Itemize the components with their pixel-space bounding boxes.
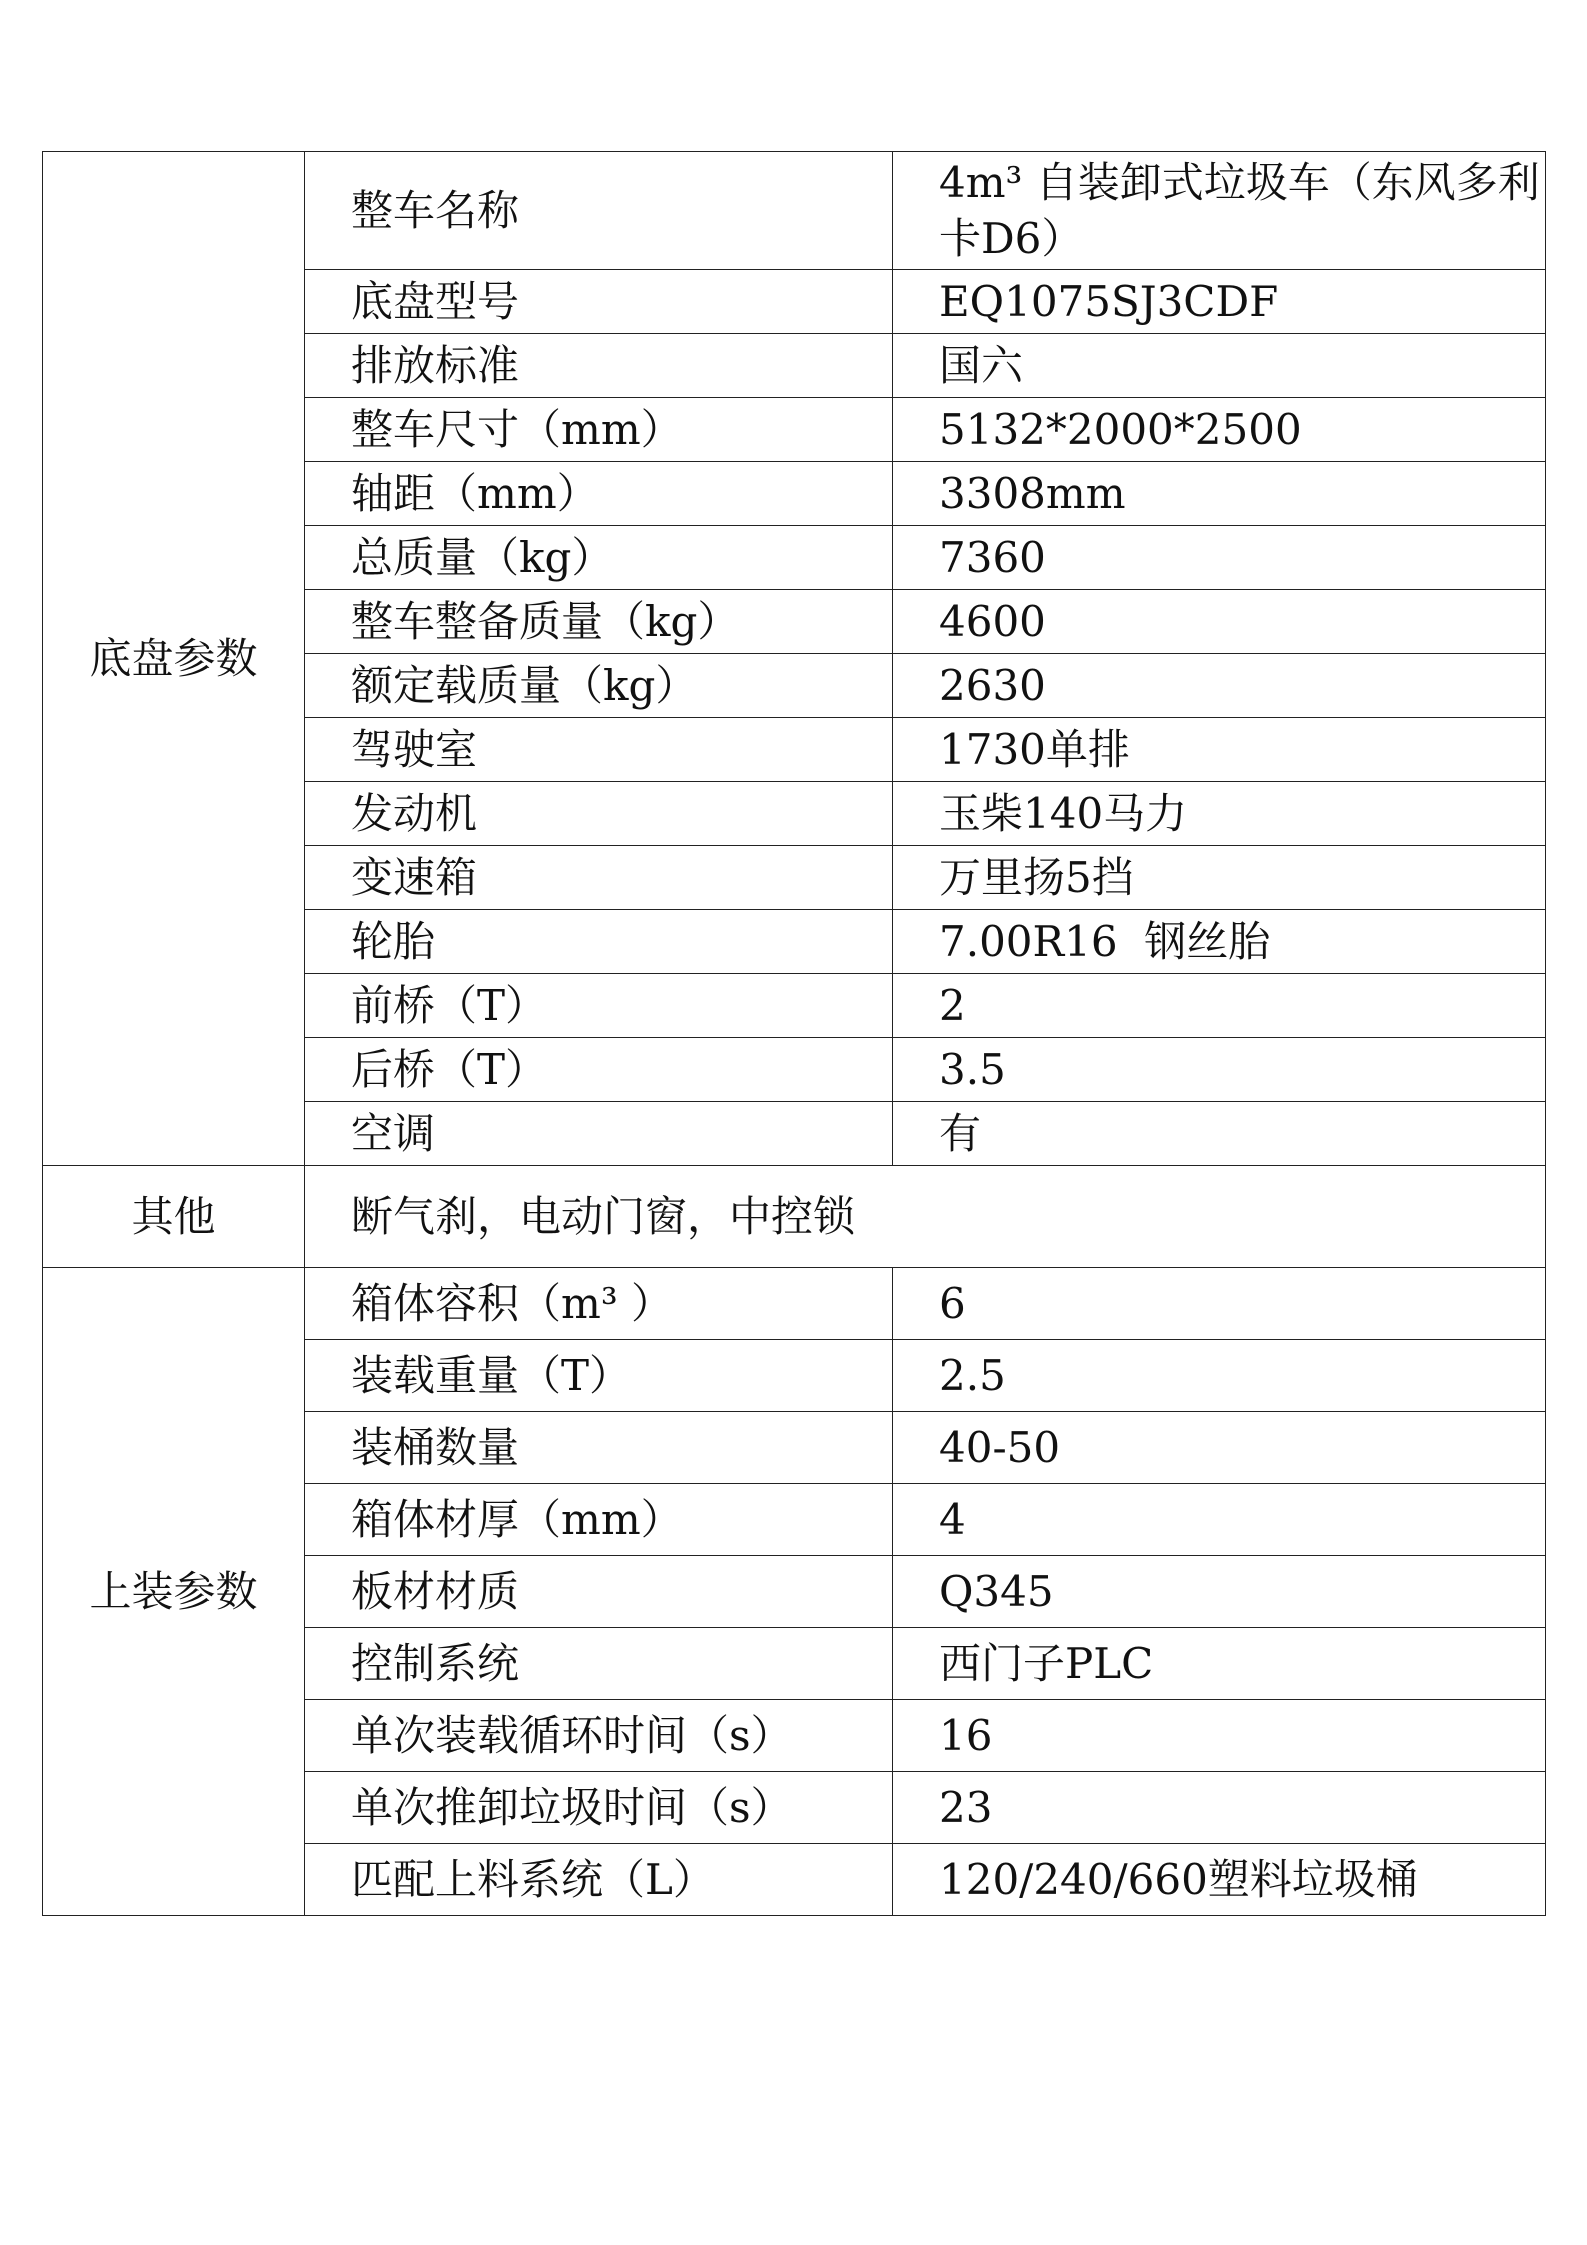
row-value: 2.5 — [893, 1340, 1546, 1412]
row-value: 23 — [893, 1772, 1546, 1844]
row-value: 3.5 — [893, 1038, 1546, 1102]
row-value: 4m³ 自装卸式垃圾车（东风多利卡D6） — [893, 152, 1546, 270]
row-label: 整车整备质量（kg） — [305, 590, 893, 654]
table-row — [43, 152, 1546, 270]
group-label-other: 其他 — [43, 1166, 305, 1268]
row-label: 驾驶室 — [305, 718, 893, 782]
row-label: 匹配上料系统（L） — [305, 1844, 893, 1916]
row-value: 4 — [893, 1484, 1546, 1556]
row-label: 轮胎 — [305, 910, 893, 974]
table-row — [43, 1268, 1546, 1340]
row-label: 总质量（kg） — [305, 526, 893, 590]
row-value: EQ1075SJ3CDF — [893, 270, 1546, 334]
row-label: 板材材质 — [305, 1556, 893, 1628]
row-value: 40-50 — [893, 1412, 1546, 1484]
row-label: 排放标准 — [305, 334, 893, 398]
group-label-chassis: 底盘参数 — [43, 152, 305, 1166]
row-value: 国六 — [893, 334, 1546, 398]
row-label: 额定载质量（kg） — [305, 654, 893, 718]
row-value: 3308mm — [893, 462, 1546, 526]
row-value: 2630 — [893, 654, 1546, 718]
row-value: 万里扬5挡 — [893, 846, 1546, 910]
row-value: 16 — [893, 1700, 1546, 1772]
row-label: 底盘型号 — [305, 270, 893, 334]
table-row — [43, 1166, 1546, 1268]
row-label: 整车名称 — [305, 152, 893, 270]
row-value: 5132*2000*2500 — [893, 398, 1546, 462]
row-label: 单次装载循环时间（s） — [305, 1700, 893, 1772]
row-label: 整车尺寸（mm） — [305, 398, 893, 462]
row-label: 箱体容积（m³ ） — [305, 1268, 893, 1340]
row-value: 7.00R16 钢丝胎 — [893, 910, 1546, 974]
row-label: 发动机 — [305, 782, 893, 846]
row-label: 装载重量（T） — [305, 1340, 893, 1412]
row-value: 4600 — [893, 590, 1546, 654]
row-label: 前桥（T） — [305, 974, 893, 1038]
row-value: Q345 — [893, 1556, 1546, 1628]
row-label: 控制系统 — [305, 1628, 893, 1700]
row-value: 1730单排 — [893, 718, 1546, 782]
row-label: 空调 — [305, 1102, 893, 1166]
spec-table — [42, 151, 1546, 1916]
row-value: 6 — [893, 1268, 1546, 1340]
row-value: 玉柴140马力 — [893, 782, 1546, 846]
row-label: 装桶数量 — [305, 1412, 893, 1484]
row-label: 单次推卸垃圾时间（s） — [305, 1772, 893, 1844]
row-value: 有 — [893, 1102, 1546, 1166]
row-value: 西门子PLC — [893, 1628, 1546, 1700]
row-value: 2 — [893, 974, 1546, 1038]
row-label: 后桥（T） — [305, 1038, 893, 1102]
other-value: 断气刹，电动门窗，中控锁 — [305, 1166, 1546, 1268]
row-label: 箱体材厚（mm） — [305, 1484, 893, 1556]
row-value: 120/240/660塑料垃圾桶 — [893, 1844, 1546, 1916]
row-label: 轴距（mm） — [305, 462, 893, 526]
row-label: 变速箱 — [305, 846, 893, 910]
group-label-body: 上装参数 — [43, 1268, 305, 1916]
row-value: 7360 — [893, 526, 1546, 590]
